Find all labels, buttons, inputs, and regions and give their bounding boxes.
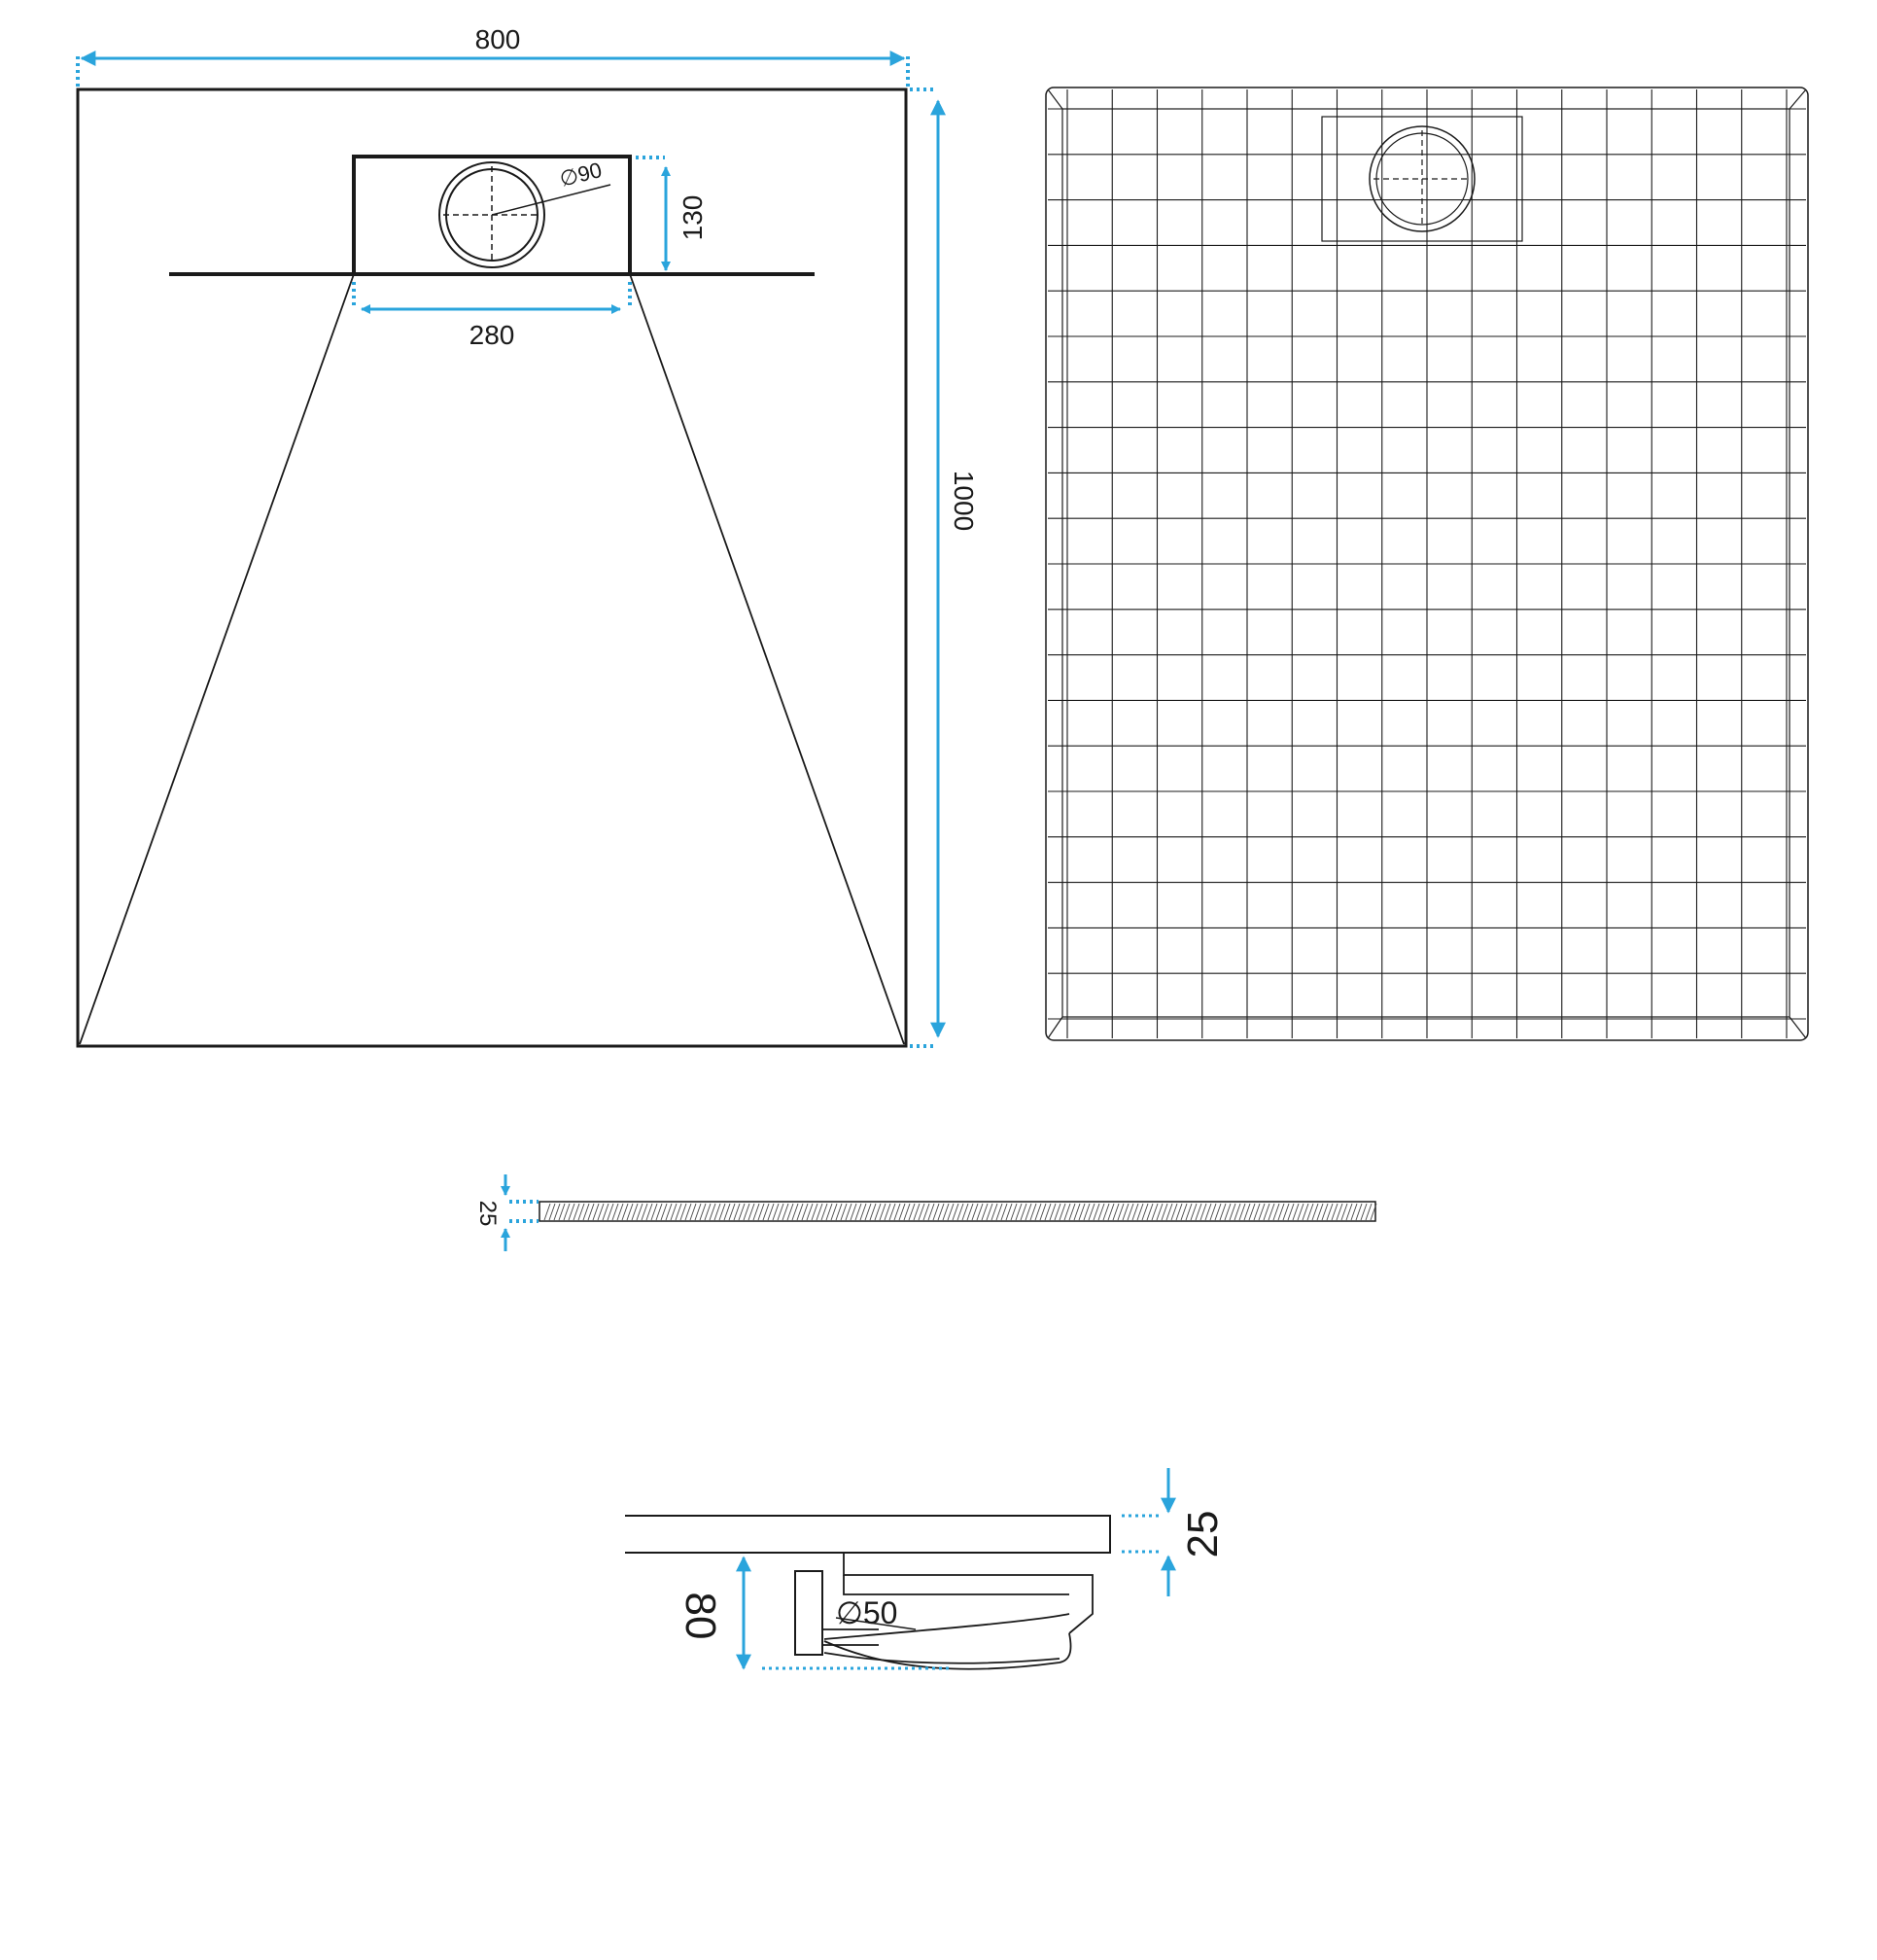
- hatch-line: [1152, 1204, 1158, 1220]
- hatch-line: [1205, 1204, 1211, 1220]
- hatch-line: [851, 1204, 856, 1220]
- hatch-line: [744, 1204, 749, 1220]
- hatch-line: [875, 1204, 881, 1220]
- hatch-line: [787, 1204, 793, 1220]
- hatch-line: [817, 1204, 822, 1220]
- hatch-line: [860, 1204, 866, 1220]
- drain-diameter-label: ∅90: [557, 158, 605, 192]
- hatch-line: [1332, 1204, 1338, 1220]
- hatch-line: [748, 1204, 754, 1220]
- hatch-line: [705, 1204, 711, 1220]
- hatch-line: [574, 1204, 579, 1220]
- hatch-line: [880, 1204, 886, 1220]
- hatch-line: [1016, 1204, 1022, 1220]
- hatch-line: [1264, 1204, 1269, 1220]
- hatch-line: [1055, 1204, 1060, 1220]
- hatch-line: [836, 1204, 842, 1220]
- hatch-line: [957, 1204, 963, 1220]
- hatch-line: [1142, 1204, 1148, 1220]
- hatch-line: [1269, 1204, 1274, 1220]
- hatch-line: [1113, 1204, 1119, 1220]
- hatch-line: [938, 1204, 944, 1220]
- hatch-line: [753, 1204, 759, 1220]
- hatch-line: [1147, 1204, 1153, 1220]
- hatch-line: [768, 1204, 774, 1220]
- detail-pipe-flange: [795, 1571, 822, 1655]
- hatch-line: [967, 1204, 973, 1220]
- hatch-line: [642, 1204, 647, 1220]
- perspective-view: [1046, 88, 1808, 1040]
- hatch-line: [632, 1204, 638, 1220]
- hatch-line: [841, 1204, 847, 1220]
- hatch-line: [1220, 1204, 1226, 1220]
- hatch-line: [1171, 1204, 1177, 1220]
- hatch-line: [1128, 1204, 1133, 1220]
- hatch-line: [982, 1204, 988, 1220]
- hatch-line: [1249, 1204, 1255, 1220]
- hatch-line: [943, 1204, 949, 1220]
- hatch-line: [1254, 1204, 1260, 1220]
- hatch-line: [778, 1204, 783, 1220]
- hatch-line: [685, 1204, 691, 1220]
- hatch-line: [1094, 1204, 1099, 1220]
- hatch-line: [1064, 1204, 1070, 1220]
- hatch-line: [617, 1204, 623, 1220]
- hatch-line: [1069, 1204, 1075, 1220]
- hatch-line: [831, 1204, 837, 1220]
- hatch-line: [1166, 1204, 1172, 1220]
- hatch-line: [1196, 1204, 1201, 1220]
- hatch-line: [1230, 1204, 1235, 1220]
- hatch-line: [714, 1204, 720, 1220]
- detail-height-label: 80: [677, 1592, 724, 1640]
- hatch-line: [724, 1204, 730, 1220]
- bevel-bottom-right: [1790, 1017, 1806, 1038]
- hatch-line: [812, 1204, 817, 1220]
- hatch-line: [763, 1204, 769, 1220]
- hatch-line: [1186, 1204, 1192, 1220]
- hatch-line: [991, 1204, 997, 1220]
- hatch-line: [1259, 1204, 1265, 1220]
- hatch-line: [578, 1204, 584, 1220]
- hatch-line: [1337, 1204, 1342, 1220]
- hatch-line: [549, 1204, 555, 1220]
- hatch-line: [544, 1204, 550, 1220]
- hatch-line: [1303, 1204, 1308, 1220]
- hatch-line: [802, 1204, 808, 1220]
- hatch-line: [661, 1204, 667, 1220]
- hatch-line: [1098, 1204, 1104, 1220]
- hatch-line: [695, 1204, 701, 1220]
- hatch-line: [846, 1204, 852, 1220]
- hatch-line: [909, 1204, 915, 1220]
- hatch-line: [933, 1204, 939, 1220]
- hatch-line: [1312, 1204, 1318, 1220]
- hatch-line: [666, 1204, 672, 1220]
- hatch-line: [676, 1204, 681, 1220]
- hatch-line: [680, 1204, 686, 1220]
- hatch-line: [1283, 1204, 1289, 1220]
- hatch-line: [1356, 1204, 1362, 1220]
- hatch-line: [1137, 1204, 1143, 1220]
- length-label: 1000: [949, 470, 979, 532]
- hatch-line: [710, 1204, 715, 1220]
- hatch-line: [1366, 1204, 1372, 1220]
- hatch-line: [1001, 1204, 1007, 1220]
- hatch-line: [1327, 1204, 1333, 1220]
- hatch-line: [782, 1204, 788, 1220]
- hatch-line: [1123, 1204, 1129, 1220]
- hatch-line: [996, 1204, 1002, 1220]
- hatch-line: [1278, 1204, 1284, 1220]
- hatch-line: [612, 1204, 618, 1220]
- hatch-line: [1030, 1204, 1036, 1220]
- slope-line-right: [630, 274, 904, 1044]
- drain-depth-label: 130: [678, 194, 708, 241]
- hatch-line: [734, 1204, 740, 1220]
- hatch-line: [1298, 1204, 1303, 1220]
- hatch-line: [690, 1204, 696, 1220]
- detail-pipe-diameter-label: ∅50: [836, 1595, 898, 1630]
- hatch-line: [1021, 1204, 1026, 1220]
- side-profile: [474, 1174, 1376, 1251]
- hatch-line: [651, 1204, 657, 1220]
- hatch-line: [826, 1204, 832, 1220]
- hatch-line: [923, 1204, 929, 1220]
- hatch-line: [1060, 1204, 1065, 1220]
- hatch-line: [1025, 1204, 1031, 1220]
- hatch-line: [904, 1204, 910, 1220]
- bevel-top-left: [1048, 89, 1062, 109]
- tray-outline: [78, 89, 906, 1046]
- hatch-line: [1307, 1204, 1313, 1220]
- bevel-top-right: [1790, 89, 1806, 109]
- hatch-line: [919, 1204, 924, 1220]
- hatch-line: [1011, 1204, 1017, 1220]
- hatch-line: [739, 1204, 745, 1220]
- hatch-line: [889, 1204, 895, 1220]
- hatch-line: [1346, 1204, 1352, 1220]
- hatch-line: [894, 1204, 900, 1220]
- hatch-line: [977, 1204, 983, 1220]
- hatch-line: [948, 1204, 954, 1220]
- detail-thickness-label: 25: [1179, 1510, 1227, 1558]
- hatch-line: [1181, 1204, 1187, 1220]
- hatch-line: [953, 1204, 958, 1220]
- diameter-leader: [492, 185, 610, 215]
- hatch-line: [865, 1204, 871, 1220]
- hatch-line: [1351, 1204, 1357, 1220]
- hatch-line: [564, 1204, 570, 1220]
- hatch-line: [671, 1204, 677, 1220]
- hatch-line: [855, 1204, 861, 1220]
- hatch-line: [1040, 1204, 1046, 1220]
- hatch-line: [987, 1204, 992, 1220]
- hatch-line: [1293, 1204, 1299, 1220]
- hatch-line: [821, 1204, 827, 1220]
- hatch-line: [1215, 1204, 1221, 1220]
- hatch-line: [797, 1204, 803, 1220]
- hatch-line: [637, 1204, 643, 1220]
- hatch-line: [972, 1204, 978, 1220]
- hatch-line: [928, 1204, 934, 1220]
- drain-detail: [625, 1468, 1227, 1669]
- hatch-line: [758, 1204, 764, 1220]
- hatch-line: [646, 1204, 652, 1220]
- hatch-line: [1089, 1204, 1095, 1220]
- hatch-line: [1322, 1204, 1328, 1220]
- detail-drain-inner: [844, 1575, 1069, 1594]
- hatch-line: [1361, 1204, 1367, 1220]
- hatch-line: [598, 1204, 604, 1220]
- hatch-line: [792, 1204, 798, 1220]
- hatch-line: [622, 1204, 628, 1220]
- hatch-line: [1225, 1204, 1231, 1220]
- hatch-line: [807, 1204, 813, 1220]
- profile-thickness-label: 25: [474, 1200, 501, 1227]
- hatch-line: [1210, 1204, 1216, 1220]
- hatch-line: [1118, 1204, 1124, 1220]
- hatch-line: [1234, 1204, 1240, 1220]
- hatch-line: [773, 1204, 779, 1220]
- hatch-line: [627, 1204, 633, 1220]
- hatch-line: [1273, 1204, 1279, 1220]
- hatch-line: [1050, 1204, 1056, 1220]
- hatch-line: [1341, 1204, 1347, 1220]
- hatch-line: [1288, 1204, 1294, 1220]
- hatch-line: [603, 1204, 608, 1220]
- hatch-line: [1239, 1204, 1245, 1220]
- width-label: 800: [474, 24, 521, 54]
- hatch-line: [588, 1204, 594, 1220]
- hatch-line: [569, 1204, 574, 1220]
- hatch-line: [1162, 1204, 1167, 1220]
- hatch-line: [1079, 1204, 1085, 1220]
- hatch-line: [593, 1204, 599, 1220]
- hatch-line: [1157, 1204, 1163, 1220]
- hatch-line: [583, 1204, 589, 1220]
- hatch-line: [1103, 1204, 1109, 1220]
- hatch-line: [1084, 1204, 1090, 1220]
- hatch-line: [1176, 1204, 1182, 1220]
- hatch-line: [1006, 1204, 1012, 1220]
- hatch-line: [899, 1204, 905, 1220]
- hatch-line: [1045, 1204, 1051, 1220]
- hatch-line: [1074, 1204, 1080, 1220]
- top-view: [78, 24, 979, 1046]
- slope-line-left: [80, 274, 354, 1044]
- hatch-line: [1244, 1204, 1250, 1220]
- hatch-line: [1317, 1204, 1323, 1220]
- hatch-line: [870, 1204, 876, 1220]
- hatch-line: [719, 1204, 725, 1220]
- detail-tray-slab: [625, 1516, 1110, 1553]
- hatch-line: [1108, 1204, 1114, 1220]
- hatch-line: [700, 1204, 706, 1220]
- hatch-line: [1191, 1204, 1197, 1220]
- bevel-bottom-left: [1048, 1017, 1062, 1038]
- hatch-line: [885, 1204, 890, 1220]
- hatch-line: [914, 1204, 920, 1220]
- profile-hatch: [544, 1204, 1376, 1220]
- hatch-line: [656, 1204, 662, 1220]
- hatch-line: [554, 1204, 560, 1220]
- hatch-line: [729, 1204, 735, 1220]
- hatch-line: [962, 1204, 968, 1220]
- hatch-line: [608, 1204, 613, 1220]
- drain-width-label: 280: [469, 320, 515, 350]
- hatch-line: [559, 1204, 565, 1220]
- hatch-line: [1200, 1204, 1206, 1220]
- hatch-line: [1035, 1204, 1041, 1220]
- hatch-line: [1132, 1204, 1138, 1220]
